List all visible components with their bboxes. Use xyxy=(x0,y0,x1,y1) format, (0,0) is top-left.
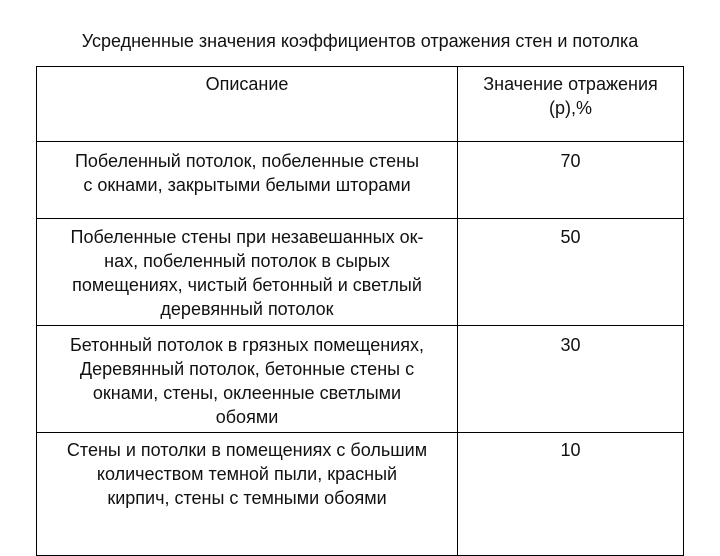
row-divider-1 xyxy=(36,218,684,219)
table-row-4-line-1: Стены и потолки в помещениях с большим xyxy=(66,440,428,460)
header-value-line1: Значение отражения xyxy=(483,74,658,94)
table-row-3-line-4: обоями xyxy=(215,407,279,427)
table-row-2-value: 50 xyxy=(560,227,581,247)
table-row-3-value: 30 xyxy=(560,335,581,355)
table-row-3-line-3: окнами, стены, оклеенные светлыми xyxy=(92,383,402,403)
header-description: Описание xyxy=(205,74,289,94)
table-row-2-line-3: помещениях, чистый бетонный и светлый xyxy=(72,275,422,295)
table-row-3-line-1: Бетонный потолок в грязных помещениях, xyxy=(69,335,425,355)
table-row-3-description xyxy=(38,333,456,429)
row-divider-3 xyxy=(36,432,684,433)
header-value xyxy=(459,72,682,120)
header-value-line2: (p),% xyxy=(548,98,592,118)
table-row-1-line-2: с окнами, закрытыми белыми шторами xyxy=(83,175,411,195)
table-row-2-description xyxy=(38,225,456,321)
table-row-2-line-4: деревянный потолок xyxy=(160,299,334,319)
table-row-4-description xyxy=(38,438,456,510)
table-row-3-line-2: Деревянный потолок, бетонные стены с xyxy=(79,359,415,379)
table-row-2-line-2: нах, побеленный потолок в сырых xyxy=(104,251,390,271)
table-row-1-line-1: Побеленный потолок, побеленные стены xyxy=(74,151,420,171)
table-row-4-line-3: кирпич, стены с темными обоями xyxy=(107,488,387,508)
page-title: Усредненные значения коэффициентов отражения стен и потолка xyxy=(81,31,639,51)
table-row-4-value: 10 xyxy=(560,440,581,460)
table-row-4-line-2: количеством темной пыли, красный xyxy=(96,464,398,484)
table-row-1-description xyxy=(38,149,456,197)
table-row-1-value: 70 xyxy=(560,151,581,171)
row-divider-header xyxy=(36,141,684,142)
row-divider-2 xyxy=(36,325,684,326)
column-divider xyxy=(457,66,458,556)
table-row-2-line-1: Побеленные стены при незавешанных ок- xyxy=(70,227,424,247)
